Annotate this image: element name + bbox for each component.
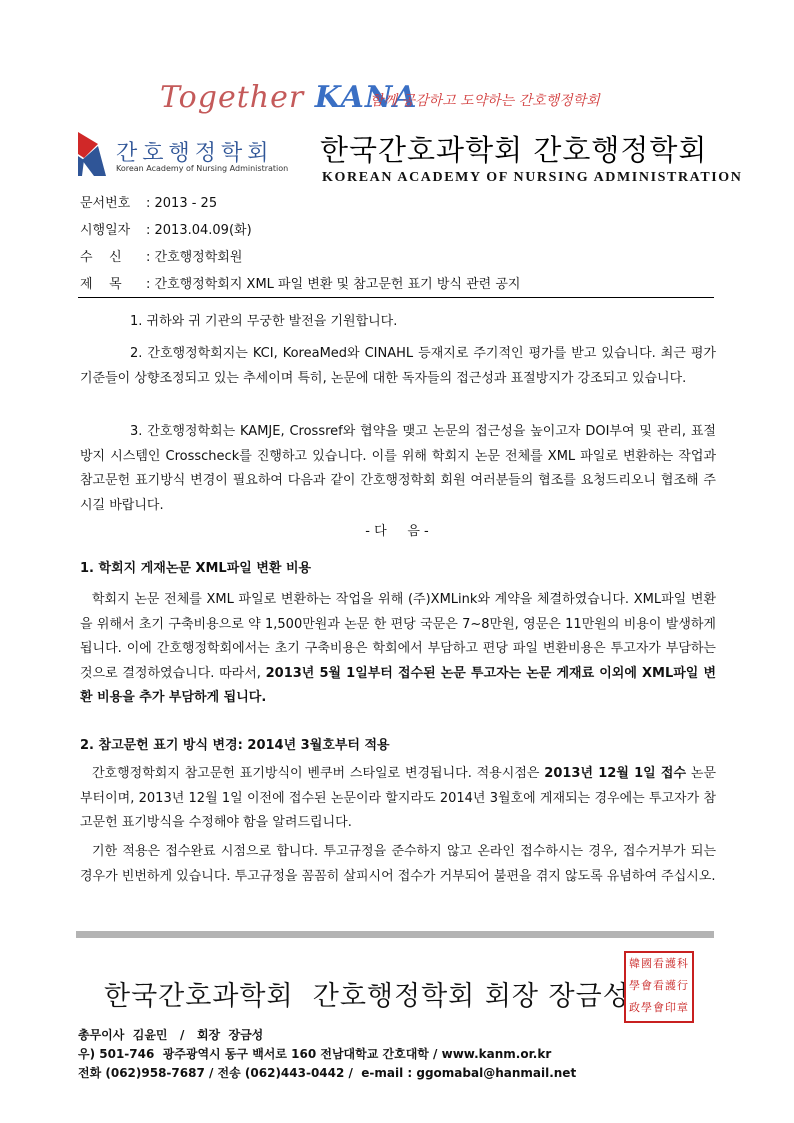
banner-logo-kana: KANA xyxy=(314,80,418,115)
section-2-text-body: 간호행정학회지 참고문헌 표기방식이 벤쿠버 스타일로 변경됩니다. 적용시점은 xyxy=(92,766,545,781)
section-1-heading: 1. 학회지 게재논문 XML파일 변환 비용 xyxy=(80,561,312,576)
section-2-heading: 2. 참고문헌 표기 방식 변경: 2014년 3월호부터 적용 xyxy=(80,738,390,753)
info-row-recipient xyxy=(80,246,242,265)
seal-line: 學會看護行 xyxy=(629,979,689,992)
info-row-doc-number xyxy=(80,192,217,211)
org-logo xyxy=(76,130,289,180)
info-row-subject xyxy=(80,273,520,292)
info-divider xyxy=(78,297,714,298)
paragraph-1: 1. 귀하와 귀 기관의 무궁한 발전을 기원합니다. xyxy=(130,314,398,329)
section-2-text-body-cont: 논문부터이며, 2013년 12월 1일 이전에 접수된 논문이라 할지라도 2014년 3월호에 게재되는 경우에는 투고자가 참고문헌 표기방식을 수정해야 함을 알려드립니다. xyxy=(80,766,716,830)
section-2-text-2: 기한 적용은 접수완료 시점으로 합니다. 투고규정을 준수하지 않고 온라인 접수하시는 경우, 접수거부가 되는 경우가 빈번하게 있습니다. 투고규정을 꼼꼼히 살피시어 접수가 거부되어 불편을 겪지 않도록 유념하여 주십시오. xyxy=(80,844,716,884)
org-logo-mark-icon xyxy=(76,130,110,178)
footer-divider xyxy=(76,931,714,938)
info-value: : 간호행정학회원 xyxy=(146,250,243,265)
footer-address: 우) 501-746 광주광역시 동구 백서로 160 전남대학교 간호대학 / www.kanm.or.kr xyxy=(78,1047,552,1061)
info-label: 시행일자 xyxy=(80,223,131,238)
org-logo-name: 간호행정학회 xyxy=(116,141,274,166)
banner-logo-together: Together xyxy=(160,80,315,115)
section-1-text-bold: 2013년 5월 1일부터 접수된 논문 투고자는 논문 게재료 이외에 XML파일 변환 비용을 추가 부담하게 됩니다. xyxy=(80,665,716,705)
da-eum-divider: - 다 음 - xyxy=(365,524,429,539)
paragraph-2: 2. 간호행정학회지는 KCI, KoreaMed와 CINAHL 등재지로 주기적인 평가를 받고 있습니다. 최근 평가 기준들이 상향조정되고 있는 추세이며 특히, 논문에 대한 독자들의 접근성과 표절방지가 강조되고 있습니다. xyxy=(80,346,716,386)
info-label: 문서번호 xyxy=(80,196,131,211)
official-seal xyxy=(624,951,694,1023)
footer-signature: 한국간호과학회 간호행정학회 회장 장금성 xyxy=(104,981,630,1012)
seal-line: 政學會印章 xyxy=(629,1001,689,1014)
info-value: : 2013.04.09(화) xyxy=(146,223,252,238)
section-1-text-body: 학회지 논문 전체를 XML 파일로 변환하는 작업을 위해 (주)XMLink와 계약을 체결하였습니다. XML파일 변환을 위해서 초기 구축비용으로 약 1,500만원과 논문 한 편당 국문은 7~8만원, 영문은 11만원의 비용이 발생하게 됩니다. 이에 간호행정학회에서는 초기 구축비용은 학회에서 부담하고 편당 파일 변환비용은 투고자가 부담하는 것으로 결정하였습니다. 따라서, xyxy=(80,592,716,681)
footer-phone: 전화 (062)958-7687 / 전송 (062)443-0442 / e-mail : ggomabal@hanmail.net xyxy=(78,1066,577,1080)
org-logo-eng: Korean Academy of Nursing Administration xyxy=(116,164,289,173)
info-row-date xyxy=(80,219,252,238)
footer-officers: 총무이사 김윤민 / 회장 장금성 xyxy=(78,1028,264,1042)
header-title: 한국간호과학회 간호행정학회 xyxy=(320,133,708,167)
info-value: : 간호행정학회지 XML 파일 변환 및 참고문헌 표기 방식 관련 공지 xyxy=(146,277,521,292)
paragraph-3: 3. 간호행정학회는 KAMJE, Crossref와 협약을 맺고 논문의 접근성을 높이고자 DOI부여 및 관리, 표절방지 시스템인 Crosscheck를 진행하고 있습니다. 이를 위해 학회지 논문 전체를 XML 파일로 변환하는 작업과 참고문헌 표기방식 변경이 필요하여 다음과 같이 간호행정학회 회원 여러분들의 협조를 요청드리오니 협조해 주시길 바랍니다. xyxy=(80,424,716,513)
banner-slogan: 함께 공감하고 도약하는 간호행정학회 xyxy=(370,93,600,109)
info-value: : 2013 - 25 xyxy=(146,196,218,211)
section-2-text-bold: 2013년 12월 1일 접수 xyxy=(544,766,687,781)
section-2-text-1 xyxy=(80,762,716,836)
info-label: 제 목 xyxy=(80,277,122,292)
seal-line: 韓國看護科 xyxy=(629,957,689,970)
header-title-eng: KOREAN ACADEMY OF NURSING ADMINISTRATION xyxy=(322,170,743,185)
section-1-text xyxy=(80,588,716,711)
info-label: 수 신 xyxy=(80,250,122,265)
